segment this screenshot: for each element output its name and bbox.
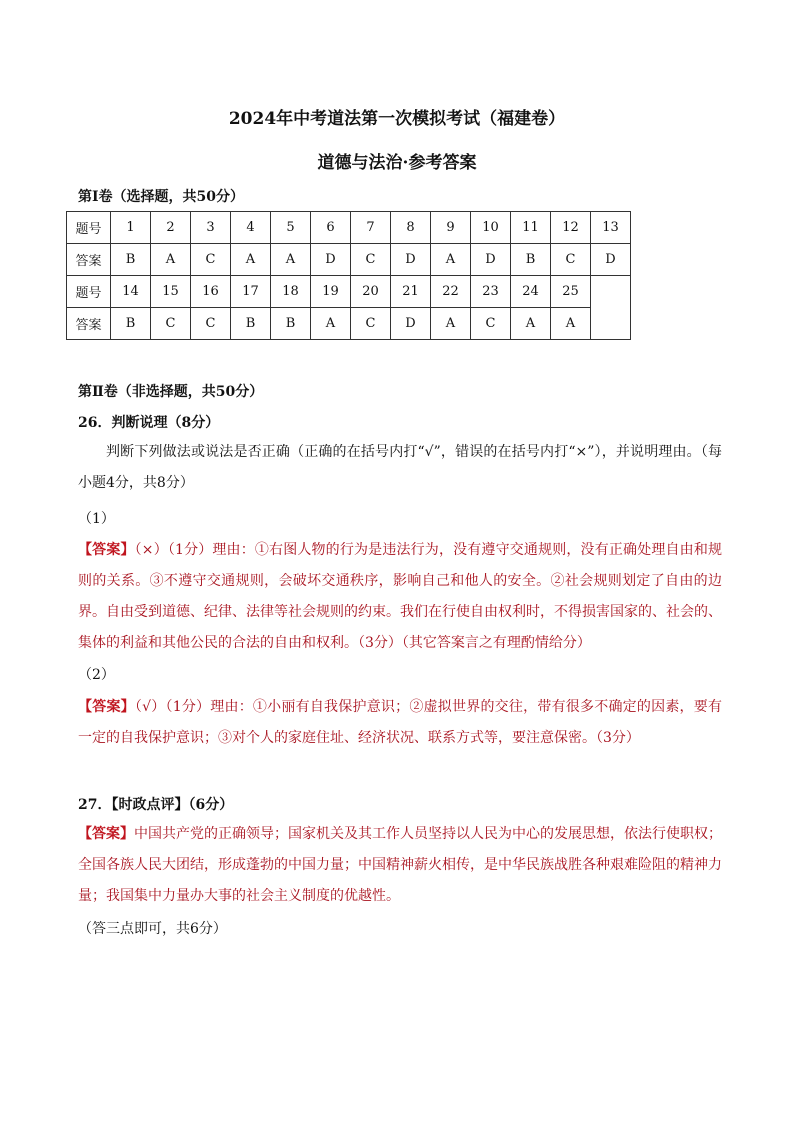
table-cell: 24 (511, 276, 551, 308)
table-cell: 22 (431, 276, 471, 308)
q26-sub1-answer-block (78, 535, 722, 659)
table-cell: A (231, 244, 271, 276)
table-cell-empty (591, 276, 631, 340)
table-cell: D (391, 244, 431, 276)
table-cell: 15 (151, 276, 191, 308)
answer-table (66, 211, 631, 340)
q26-instruction: 判断下列做法或说法是否正确（正确的在括号内打“√”，错误的在括号内打“×”），并说明理由。（每小题4分，共8分） (78, 444, 722, 491)
q27-note: （答三点即可，共6分） (78, 921, 227, 937)
document-title: 2024年中考道法第一次模拟考试（福建卷） (228, 109, 566, 129)
q26-sub2-label: （2） (78, 667, 115, 683)
table-cell: D (471, 244, 511, 276)
table-cell: C (471, 308, 511, 340)
table-cell: B (111, 244, 151, 276)
q26-title: 26．判断说理（8分） (78, 415, 220, 431)
table-cell: 1 (111, 212, 151, 244)
table-cell: D (591, 244, 631, 276)
part1-heading: 第Ⅰ卷（选择题，共50分） (78, 189, 245, 205)
table-cell: 题号 (67, 212, 111, 244)
table-cell: 25 (551, 276, 591, 308)
table-cell: 7 (351, 212, 391, 244)
table-cell: 16 (191, 276, 231, 308)
table-cell: 2 (151, 212, 191, 244)
table-cell: 4 (231, 212, 271, 244)
answer-tag: 【答案】 (78, 542, 135, 558)
table-cell: 题号 (67, 276, 111, 308)
answer-tag: 【答案】 (78, 699, 135, 715)
table-cell: 12 (551, 212, 591, 244)
table-cell: 答案 (67, 308, 111, 340)
table-cell: 答案 (67, 244, 111, 276)
table-cell: C (151, 308, 191, 340)
table-row (67, 244, 631, 276)
table-cell: D (391, 308, 431, 340)
q26-sub1-label: （1） (78, 511, 115, 527)
table-cell: C (191, 244, 231, 276)
q27-answer-block (78, 819, 722, 912)
table-cell: A (551, 308, 591, 340)
table-cell: A (311, 308, 351, 340)
table-cell: 18 (271, 276, 311, 308)
table-cell: B (111, 308, 151, 340)
table-cell: D (311, 244, 351, 276)
table-row (67, 276, 631, 308)
document-subtitle: 道德与法治·参考答案 (317, 153, 477, 173)
table-cell: 13 (591, 212, 631, 244)
table-cell: A (431, 308, 471, 340)
table-cell: B (511, 244, 551, 276)
table-cell: 6 (311, 212, 351, 244)
q27-title: 27．【时政点评】（6分） (78, 797, 234, 813)
table-cell: B (271, 308, 311, 340)
table-row (67, 212, 631, 244)
table-cell: C (351, 308, 391, 340)
table-cell: 14 (111, 276, 151, 308)
table-cell: 19 (311, 276, 351, 308)
table-cell: 21 (391, 276, 431, 308)
table-cell: C (191, 308, 231, 340)
part2-heading: 第Ⅱ卷（非选择题，共50分） (78, 384, 264, 400)
table-cell: 5 (271, 212, 311, 244)
answer-tag: 【答案】 (78, 826, 134, 842)
table-cell: A (271, 244, 311, 276)
table-cell: 17 (231, 276, 271, 308)
table-cell: A (431, 244, 471, 276)
table-cell: 11 (511, 212, 551, 244)
table-cell: C (351, 244, 391, 276)
q26-sub1-answer: （×）（1分）理由：①右图人物的行为是违法行为，没有遵守交通规则，没有正确处理自由和规则的关系。③不遵守交通规则，会破坏交通秩序，影响自己和他人的安全。②社会规则划定了自由的边界。自由受到道德、纪律、法律等社会规则的约束。我们在行使自由权利时，不得损害国家的、社会的、集体的利益和其他公民的合法的自由和权利。（3分）（其它答案言之有理酌情给分） (78, 542, 722, 651)
table-cell: C (551, 244, 591, 276)
table-cell: 20 (351, 276, 391, 308)
table-cell: 9 (431, 212, 471, 244)
q26-sub2-answer-block (78, 692, 722, 754)
table-cell: 3 (191, 212, 231, 244)
table-cell: 10 (471, 212, 511, 244)
table-cell: B (231, 308, 271, 340)
table-cell: A (511, 308, 551, 340)
table-cell: 8 (391, 212, 431, 244)
table-cell: 23 (471, 276, 511, 308)
q27-answer: 中国共产党的正确领导；国家机关及其工作人员坚持以人民为中心的发展思想，依法行使职权；全国各族人民大团结，形成蓬勃的中国力量；中国精神薪火相传，是中华民族战胜各种艰难险阻的精神力量；我国集中力量办大事的社会主义制度的优越性。 (78, 826, 722, 904)
q26-sub2-answer: （√）（1分）理由：①小丽有自我保护意识；②虚拟世界的交往，带有很多不确定的因素，要有一定的自我保护意识；③对个人的家庭住址、经济状况、联系方式等，要注意保密。（3分） (78, 699, 723, 746)
table-row (67, 308, 631, 340)
table-cell: A (151, 244, 191, 276)
